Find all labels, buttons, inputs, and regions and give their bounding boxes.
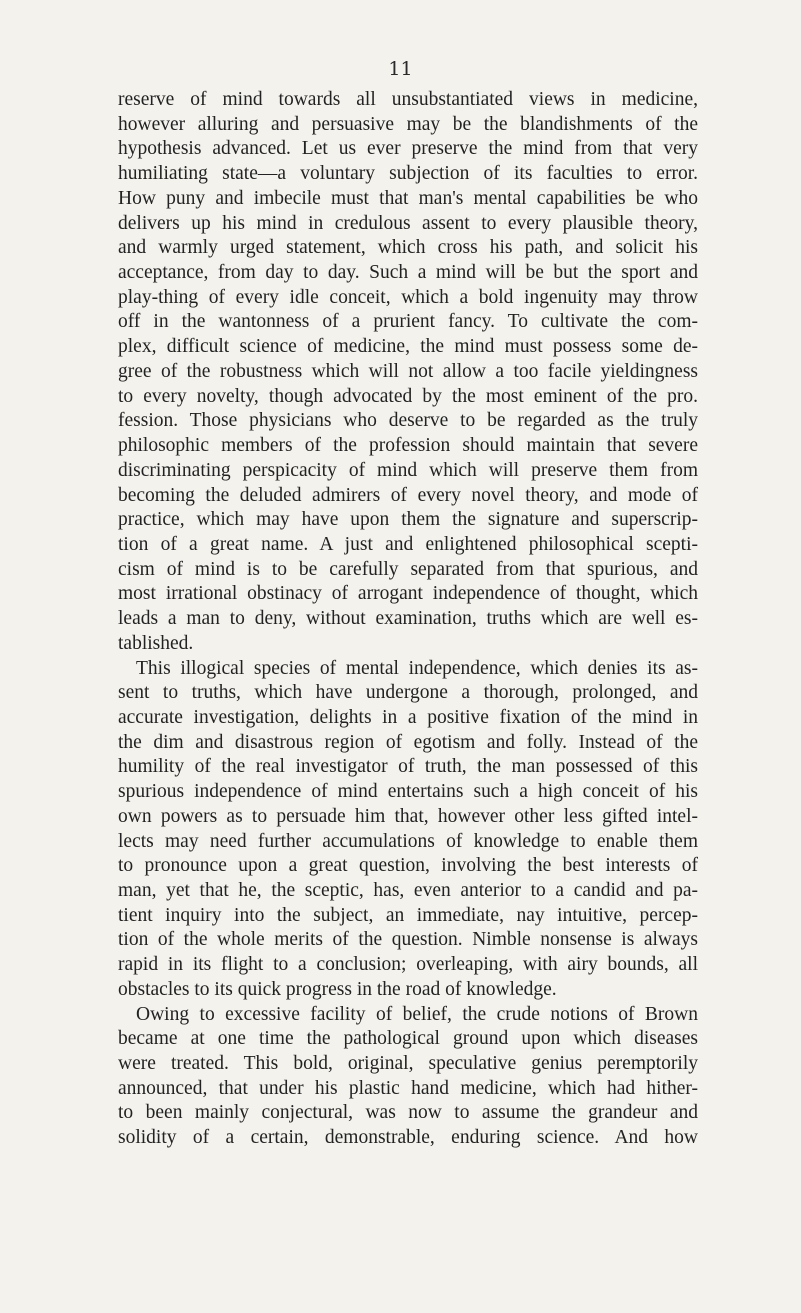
text-line: obstacles to its quick progress in the road of knowledge. [118,978,557,1000]
text-line: lects may need further accumulations of knowledge to enable them [118,830,698,852]
page-number: 11 [388,58,413,80]
text-line: acceptance, from day to day. Such a mind will be but the sport and [118,262,698,284]
text-line: hypothesis advanced. Let us ever preserve the mind from that very [118,138,698,160]
text-line: solidity of a certain, demonstrable, enduring science. And how [118,1127,698,1149]
text-line: How puny and imbecile must that man's mental capabilities be who [118,187,698,209]
text-line: announced, that under his plastic hand medicine, which had hither- [118,1077,698,1099]
text-line: Owing to excessive facility of belief, the crude notions of Brown [136,1003,698,1025]
text-line: becoming the deluded admirers of every novel theory, and mode of [118,484,698,506]
text-line: humility of the real investigator of truth, the man possessed of this [118,756,698,778]
text-line: and warmly urged statement, which cross his path, and solicit his [118,237,698,259]
text-line: gree of the robustness which will not allow a too facile yieldingness [118,360,698,382]
text-line: off in the wantonness of a prurient fancy. To cultivate the com- [118,311,698,333]
text-line: to every novelty, though advocated by the most eminent of the pro. [118,385,698,407]
text-line: fession. Those physicians who deserve to be regarded as the truly [118,410,698,432]
text-line: however alluring and persuasive may be the blandishments of the [118,113,698,135]
text-line: most irrational obstinacy of arrogant independence of thought, which [118,583,698,605]
text-line: accurate investigation, delights in a positive fixation of the mind in [118,706,698,728]
text-line: plex, difficult science of medicine, the mind must possess some de- [118,336,698,358]
text-line: tion of a great name. A just and enlightened philosophical scepti- [118,533,698,555]
text-line: tient inquiry into the subject, an immediate, nay intuitive, percep- [118,904,698,926]
text-line: man, yet that he, the sceptic, has, even anterior to a candid and pa- [118,880,698,901]
text-line: reserve of mind towards all unsubstantiated views in medicine, [118,89,698,110]
text-line: were treated. This bold, original, speculative genius peremptorily [118,1053,698,1075]
text-line: became at one time the pathological ground upon which diseases [118,1028,698,1050]
text-line: rapid in its flight to a conclusion; overleaping, with airy bounds, all [118,954,698,976]
text-line: tion of the whole merits of the question. Nimble nonsense is always [118,929,698,951]
text-line: sent to truths, which have undergone a thorough, prolonged, and [118,682,698,704]
text-line: delivers up his mind in credulous assent to every plausible theory, [118,212,698,234]
text-line: tablished. [118,632,194,654]
text-line: This illogical species of mental independence, which denies its as- [136,657,698,679]
text-line: spurious independence of mind entertains such a high conceit of his [118,781,698,803]
text-line: play-thing of every idle conceit, which a bold ingenuity may throw [118,286,698,308]
text-line: to pronounce upon a great question, involving the best interests of [118,855,698,877]
text-line: humiliating state—a voluntary subjection of its faculties to error. [118,163,698,185]
body-text [118,88,698,1151]
text-line: own powers as to persuade him that, however other less gifted intel- [118,805,698,827]
text-line: discriminating perspicacity of mind which will preserve them from [118,459,698,481]
text-line: to been mainly conjectural, was now to assume the grandeur and [118,1102,698,1124]
text-line: philosophic members of the profession should maintain that severe [118,435,698,457]
text-line: cism of mind is to be carefully separated from that spurious, and [118,558,698,580]
text-line: practice, which may have upon them the signature and superscrip- [118,509,698,531]
text-line: leads a man to deny, without examination, truths which are well es- [118,608,698,630]
text-line: the dim and disastrous region of egotism and folly. Instead of the [118,731,698,753]
